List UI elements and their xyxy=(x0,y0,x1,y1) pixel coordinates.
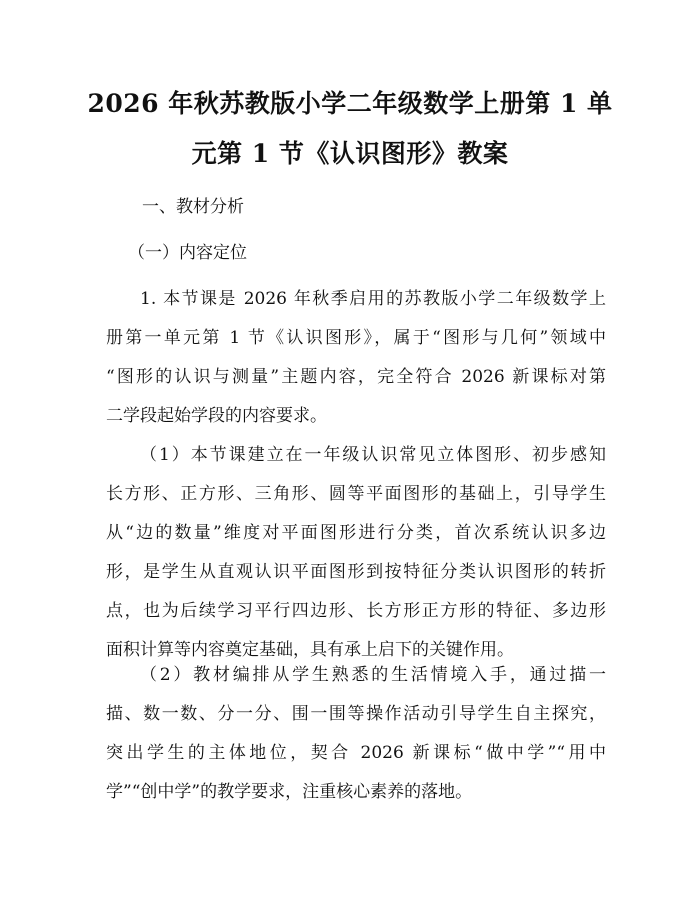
paragraph-line: 1. 本节课是 2026 年秋季启用的苏教版小学二年级数学上 xyxy=(140,289,606,309)
paragraph-line: 从“边的数量”维度对平面图形进行分类，首次系统认识多边 xyxy=(106,523,606,543)
paragraph-3 xyxy=(106,656,606,812)
paragraph-line: 描、数一数、分一分、围一围等操作活动引导学生自主探究， xyxy=(106,704,606,724)
paragraph-line: 册第一单元第 1 节《认识图形》，属于“图形与几何”领域中 xyxy=(106,328,606,348)
paragraph-line: （2）教材编排从学生熟悉的生活情境入手，通过描一 xyxy=(140,665,606,685)
paragraph-line: 突出学生的主体地位，契合 2026 新课标“做中学”“用中 xyxy=(106,743,606,763)
paragraph-line: 面积计算等内容奠定基础，具有承上启下的关键作用。 xyxy=(106,640,514,660)
paragraph-1 xyxy=(106,280,606,436)
document-title-line-1: 2026 年秋苏教版小学二年级数学上册第 1 单 xyxy=(87,89,613,118)
paragraph-line: 点，也为后续学习平行四边形、长方形正方形的特征、多边形 xyxy=(106,601,606,621)
subsection-heading: （一）内容定位 xyxy=(128,243,247,263)
paragraph-line: 学”“创中学”的教学要求，注重核心素养的落地。 xyxy=(106,782,473,802)
paragraph-2 xyxy=(106,436,606,670)
section-heading: 一、教材分析 xyxy=(142,197,244,217)
document-title-line-2: 元第 1 节《认识图形》教案 xyxy=(191,139,509,168)
paragraph-line: （1）本节课建立在一年级认识常见立体图形、初步感知 xyxy=(140,445,606,465)
paragraph-line: 长方形、正方形、三角形、圆等平面图形的基础上，引导学生 xyxy=(106,484,606,504)
paragraph-line: 二学段起始学段的内容要求。 xyxy=(106,406,327,426)
paragraph-line: “图形的认识与测量”主题内容，完全符合 2026 新课标对第 xyxy=(106,367,606,387)
paragraph-line: 形，是学生从直观认识平面图形到按特征分类认识图形的转折 xyxy=(106,562,606,582)
